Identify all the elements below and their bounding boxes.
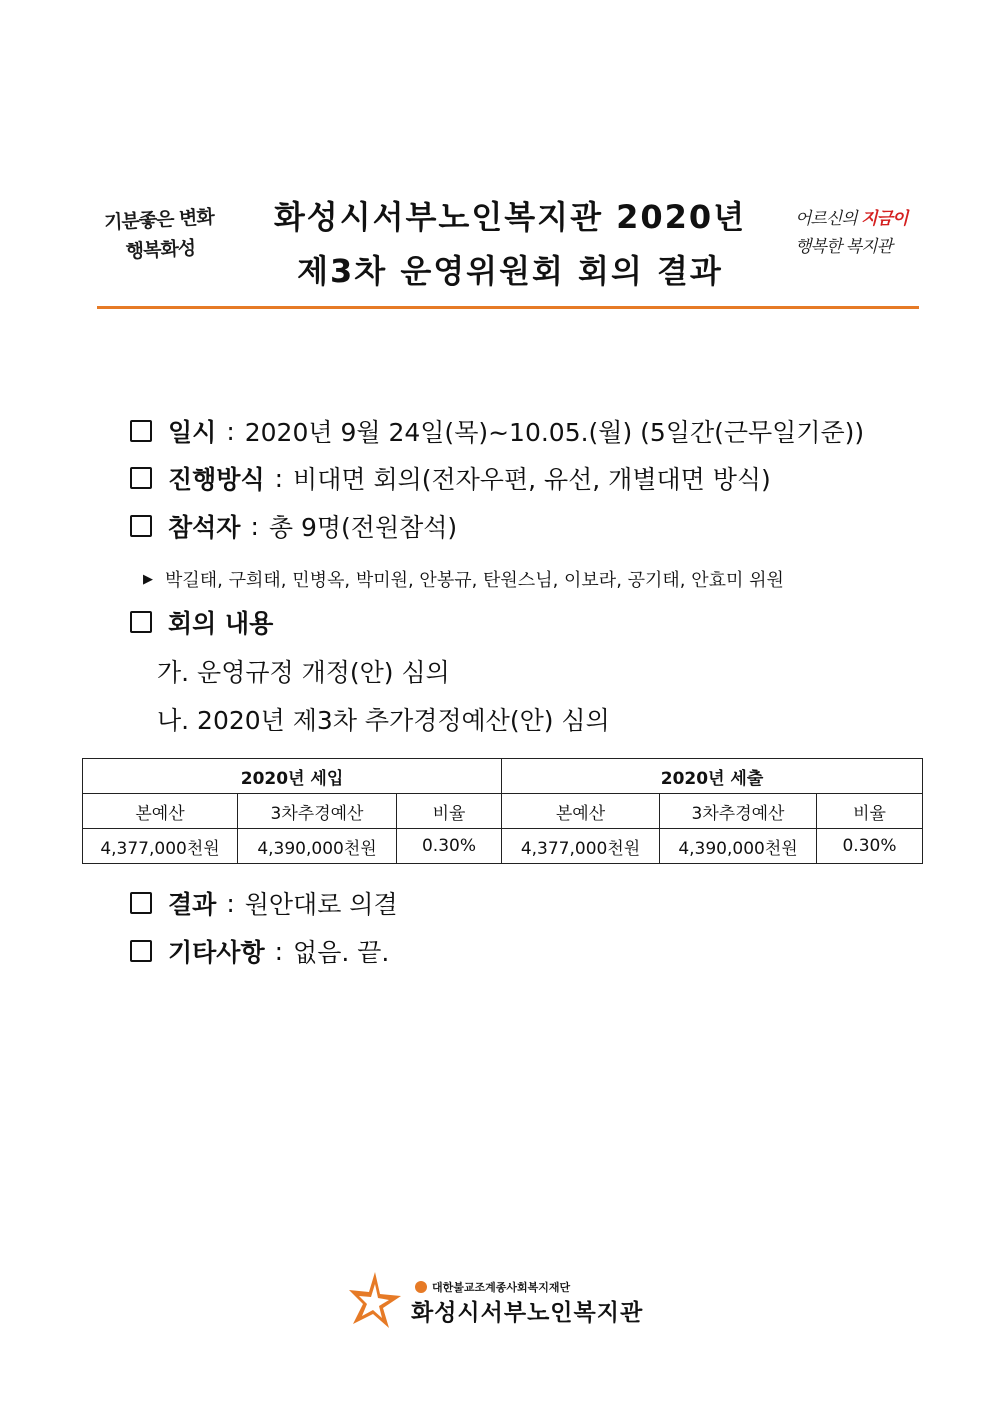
checkbox-icon [130,940,152,962]
checkbox-icon [130,892,152,914]
attendees-value: 총 9명(전원참석) [268,513,458,542]
separator: : [250,511,259,541]
result-value: 원안대로 의결 [244,890,398,919]
date-label: 일시 [168,418,217,447]
document-title [230,190,790,298]
budget-table [82,758,923,864]
checkbox-icon [130,515,152,537]
title-line1: 화성시서부노인복지관 2020년 [273,198,747,236]
attendees-label: 참석자 [168,513,241,542]
footer-foundation-name [415,1279,570,1295]
logo-right-accent: 지금이 [861,209,908,229]
column-header: 3차추경예산 [660,794,817,829]
attendees-names-row [143,566,784,592]
footer-center-name: 화성시서부노인복지관 [411,1300,644,1326]
date-value: 2020년 9월 24일(목)~10.05.(월) (5일간(근무일기준)) [244,418,865,447]
star-emblem-icon [345,1270,405,1332]
logo-right-line2: 행복한 복지관 [795,237,892,257]
table-cell: 4,377,000천원 [502,829,660,864]
separator: : [274,463,284,493]
table-row [83,829,923,864]
item-result [130,886,398,920]
column-header: 본예산 [83,794,238,829]
triangle-bullet-icon: ▶ [143,571,153,587]
content-label: 회의 내용 [168,609,274,638]
table-cell: 4,390,000천원 [660,829,817,864]
expense-header: 2020년 세출 [502,759,923,794]
column-header: 3차추경예산 [238,794,397,829]
budget-table-group-header [83,759,923,794]
table-cell: 4,377,000천원 [83,829,238,864]
footer-organization-logo [345,1270,645,1332]
content-item-a: 가. 운영규정 개정(안) 심의 [157,658,450,687]
logo-left-line2: 행복화성 [125,237,196,263]
table-cell: 4,390,000천원 [238,829,397,864]
logo-right-line1: 어르신의 [795,209,862,229]
other-value: 없음. 끝. [293,938,390,967]
logo-left-line1: 기분좋은 변화 [103,206,215,234]
title-line2: 제3차 운영위원회 회의 결과 [297,252,723,290]
attendees-names: 박길태, 구희태, 민병옥, 박미원, 안봉규, 탄원스님, 이보라, 공기태, 안효미 위원 [165,570,784,591]
separator: : [226,416,235,446]
foundation-text: 대한불교조계종사회복지재단 [432,1281,571,1294]
checkbox-icon [130,420,152,442]
item-other [130,934,389,968]
revenue-header: 2020년 세입 [83,759,502,794]
foundation-emblem-icon [415,1281,427,1293]
table-cell: 0.30% [817,829,923,864]
hwaseong-slogan-logo [98,202,221,278]
item-content [130,605,273,639]
other-label: 기타사항 [168,938,265,967]
budget-table-column-header [83,794,923,829]
welfare-center-slogan-logo [795,205,925,275]
content-item-b: 나. 2020년 제3차 추가경정예산(안) 심의 [157,706,610,735]
result-label: 결과 [168,890,217,919]
item-date [130,414,864,448]
column-header: 비율 [817,794,923,829]
checkbox-icon [130,467,152,489]
checkbox-icon [130,611,152,633]
table-cell: 0.30% [397,829,502,864]
method-value: 비대면 회의(전자우편, 유선, 개별대면 방식) [293,465,771,494]
item-attendees [130,509,457,543]
header-divider [97,306,919,309]
separator: : [274,936,284,966]
column-header: 비율 [397,794,502,829]
method-label: 진행방식 [168,465,265,494]
item-method [130,461,771,495]
column-header: 본예산 [502,794,660,829]
separator: : [226,888,235,918]
